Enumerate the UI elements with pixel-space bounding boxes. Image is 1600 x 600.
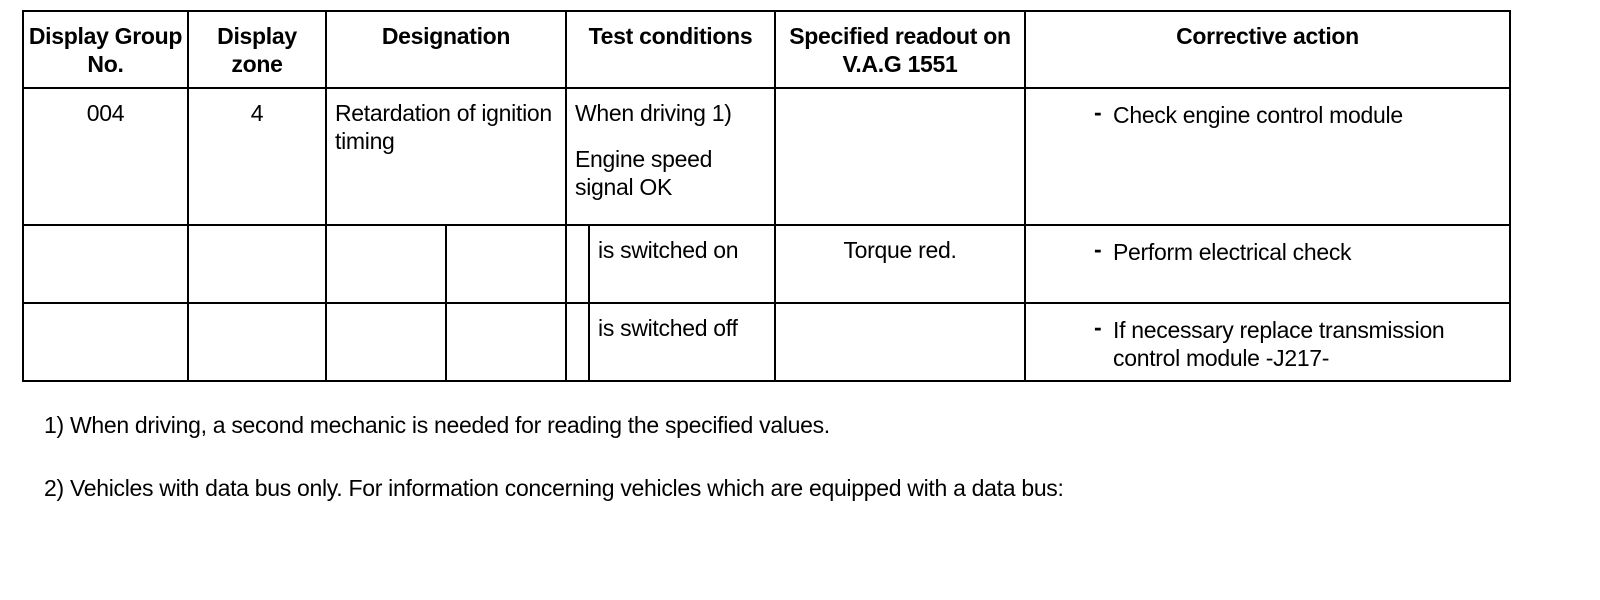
empty-cell [23, 303, 188, 381]
empty-cell [23, 225, 188, 303]
table-row [23, 303, 1510, 381]
footnote-1: 1) When driving, a second mechanic is needed for reading the specified values. [44, 412, 830, 438]
readout-cell [775, 303, 1025, 381]
action-cell [1025, 225, 1510, 303]
empty-cell [326, 225, 446, 303]
table-row [23, 88, 1510, 225]
action-text: Check engine control module [1113, 102, 1403, 128]
test-condition-switched-off: is switched off [598, 315, 738, 341]
empty-cell [446, 303, 566, 381]
header-display-group-no: Display Group No. [23, 11, 188, 88]
table-row [23, 225, 1510, 303]
header-specified-readout: Specified readout on V.A.G 1551 [775, 11, 1025, 88]
readout-cell [775, 88, 1025, 225]
dash-bullet-icon: - [1094, 99, 1102, 125]
group-no-value: 004 [86, 100, 125, 126]
action-text: Perform electrical check [1113, 239, 1352, 265]
dash-bullet-icon: - [1094, 236, 1102, 262]
indent-cell [566, 303, 589, 381]
header-display-zone: Display zone [188, 11, 326, 88]
empty-cell [188, 303, 326, 381]
header-corrective-action: Corrective action [1025, 11, 1510, 88]
group-no-cell [23, 88, 188, 225]
readout-value: Torque red. [843, 237, 957, 263]
test-condition-engine-speed: Engine speed signal OK [575, 146, 713, 200]
readout-value [776, 89, 1024, 99]
empty-cell [188, 225, 326, 303]
indent-cell [566, 225, 589, 303]
diagnostic-spec-table [22, 10, 1511, 382]
action-cell [1025, 88, 1510, 225]
footnote-2: 2) Vehicles with data bus only. For information concerning vehicles which are equipped with a data bus: [44, 475, 1064, 501]
test-condition-switched-on: is switched on [598, 237, 739, 263]
test-conditions-cell [566, 88, 775, 225]
header-designation: Designation [326, 11, 566, 88]
action-text: If necessary replace transmission control module -J217- [1113, 317, 1445, 371]
designation-cell [326, 88, 566, 225]
empty-cell [446, 225, 566, 303]
header-test-conditions: Test conditions [566, 11, 775, 88]
test-conditions-cell [589, 225, 775, 303]
test-condition-driving: When driving 1) [575, 100, 732, 126]
empty-cell [326, 303, 446, 381]
test-conditions-cell [589, 303, 775, 381]
table-header-row [23, 11, 1510, 88]
readout-cell [775, 225, 1025, 303]
zone-cell [188, 88, 326, 225]
action-cell [1025, 303, 1510, 381]
dash-bullet-icon: - [1094, 314, 1102, 340]
zone-value: 4 [250, 100, 264, 126]
readout-value [776, 304, 1024, 314]
designation-value: Retardation of ignition timing [335, 100, 552, 154]
